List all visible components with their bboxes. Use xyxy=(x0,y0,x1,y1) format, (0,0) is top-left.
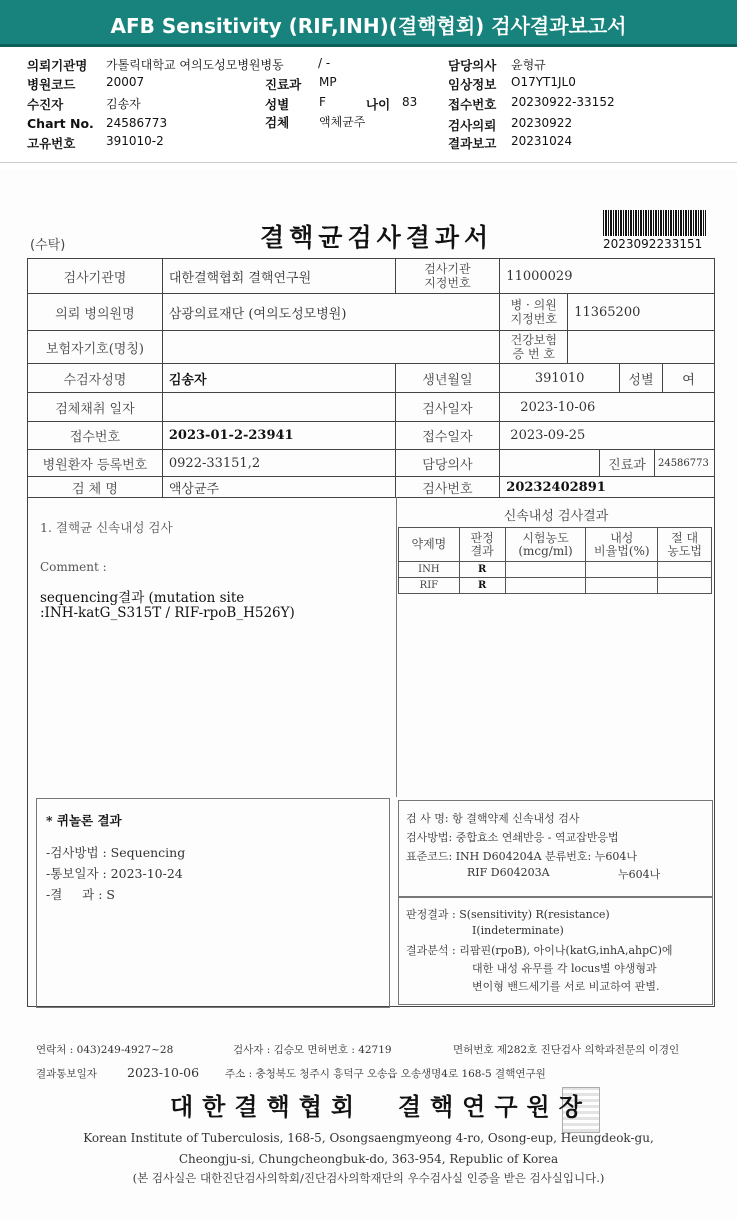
cell-label: 의뢰 병의원명 xyxy=(28,294,163,331)
col-header: 비율법(%) xyxy=(594,543,650,558)
judgement-line: 대한 내성 유무를 각 locus별 야생형과 xyxy=(472,962,657,975)
patient: 김송자 xyxy=(106,97,141,111)
notify-date: 2023-10-06 xyxy=(127,1065,200,1080)
drug-name: RIF xyxy=(399,578,460,594)
license: 면허번호 제282호 진단검사 의학과전문의 이경인 xyxy=(453,1044,680,1056)
issuer-name: 대한결핵협회 결핵연구원장 xyxy=(170,1092,591,1121)
address-en: Korean Institute of Tuberculosis, 168-5, Osongsaengmyeong 4-ro, Osong-eup, Heungdeok-gu, xyxy=(83,1131,654,1145)
age: 83 xyxy=(402,95,418,109)
divider xyxy=(0,162,737,163)
cell-label: 검사기관 xyxy=(424,262,471,276)
result-value: R xyxy=(459,578,505,594)
report-date: 20231024 xyxy=(511,134,573,148)
cell-value: 11365200 xyxy=(568,294,715,331)
method-line: RIF D604203A xyxy=(467,866,550,879)
contact: 연락처 : 043)249-4927~28 xyxy=(36,1044,174,1056)
section-heading: 1. 결핵균 신속내성 검사 xyxy=(40,520,173,535)
cell-label: 지정번호 xyxy=(510,312,557,326)
cell-label: 지정번호 xyxy=(424,276,471,290)
cell-value: 대한결핵협회 결핵연구원 xyxy=(162,259,395,294)
recv-no: 20230922-33152 xyxy=(511,95,615,109)
result-value: R xyxy=(459,562,505,578)
table-row xyxy=(399,562,712,578)
cell-value: 20232402891 xyxy=(500,477,715,498)
label: 접수번호 xyxy=(448,97,497,112)
patient-table xyxy=(27,258,715,498)
judgement-line: 판정결과 : S(sensitivity) R(resistance) xyxy=(406,908,610,921)
col-header: 내성 xyxy=(610,530,634,545)
col-header: 판정 xyxy=(470,530,494,545)
cell-label: 증 번 호 xyxy=(512,347,555,361)
address: 주소 : 충청북도 청주시 흥덕구 오송읍 오송생명4로 168-5 결핵연구원 xyxy=(225,1068,546,1080)
cell-label: 검사번호 xyxy=(395,477,500,498)
cell-value xyxy=(568,331,715,364)
cell-value: 391010 xyxy=(500,364,620,393)
cell-value: 삼광의료재단 (여의도성모병원) xyxy=(162,294,499,331)
cell-label: 수검자성명 xyxy=(28,364,163,393)
cell-value: 2023-01-2-23941 xyxy=(162,422,395,450)
cell-value: 2023-10-06 xyxy=(500,393,715,422)
label: 검체 xyxy=(265,115,290,130)
divider xyxy=(396,497,397,797)
doc-subtitle: (수탁) xyxy=(30,238,66,253)
method-line: 누604나 xyxy=(618,868,661,881)
label: 검사의뢰 xyxy=(448,118,497,133)
uid: 391010-2 xyxy=(106,134,164,148)
label: 임상정보 xyxy=(448,77,497,92)
label: 고유번호 xyxy=(27,136,76,151)
label: 담당의사 xyxy=(448,58,497,73)
table-row xyxy=(399,578,712,594)
cell-label: 성별 xyxy=(620,364,663,393)
method-line: 표준코드: INH D604204A 분류번호: 누604나 xyxy=(406,850,637,863)
ward: / - xyxy=(318,56,331,70)
label: Chart No. xyxy=(27,116,94,131)
cell-label: 보험자기호(명칭) xyxy=(28,331,163,364)
cell-label: 담당의사 xyxy=(395,450,500,477)
doc-title: 결핵균검사결과서 xyxy=(260,223,494,252)
quinolone-line: -통보일자 : 2023-10-24 xyxy=(46,866,183,881)
specimen: 액체균주 xyxy=(319,115,366,129)
report-title-bar: AFB Sensitivity (RIF,INH)(결핵협회) 검사결과보고서 xyxy=(0,0,737,47)
cell-label: 생년월일 xyxy=(395,364,500,393)
cell-label: 병원환자 등록번호 xyxy=(28,450,163,477)
quinolone-line: -검사방법 : Sequencing xyxy=(46,845,186,860)
cell-label: 접수번호 xyxy=(28,422,163,450)
label: 결과보고 xyxy=(448,136,497,151)
cell-value xyxy=(162,393,395,422)
cell-label: 병 · 의원 xyxy=(510,298,557,312)
col-header: 약제명 xyxy=(399,528,460,562)
cell-label: 건강보험 xyxy=(510,333,557,347)
chart-no: 24586773 xyxy=(106,116,168,130)
sex: F xyxy=(319,95,326,109)
label: 수진자 xyxy=(27,97,64,112)
quinolone-box xyxy=(36,798,390,1008)
drug-name: INH xyxy=(399,562,460,578)
cell-label: 검 체 명 xyxy=(28,477,163,498)
col-header: (mcg/ml) xyxy=(518,543,573,558)
cell-label: 검사기관명 xyxy=(28,259,163,294)
cell-value: 김송자 xyxy=(162,364,395,393)
cell-value: 24586773 xyxy=(654,450,714,477)
label: 성별 xyxy=(265,97,290,112)
label: 병원코드 xyxy=(27,77,76,92)
dept: MP xyxy=(319,75,337,89)
cell-value: 2023-09-25 xyxy=(500,422,715,450)
method-line: 검사방법: 중합효소 연쇄반응 - 역교잡반응법 xyxy=(406,831,619,844)
barcode xyxy=(603,210,706,236)
sensitivity-table xyxy=(398,527,712,594)
req-org: 가톨릭대학교 여의도성모병원병동 xyxy=(106,58,284,72)
doctor: 윤형규 xyxy=(511,58,546,72)
judgement-line: 변이형 밴드세기를 서로 비교하여 판별. xyxy=(472,980,660,993)
cell-value: 0922-33151,2 xyxy=(162,450,395,477)
clinical: O17YT1JL0 xyxy=(511,75,576,89)
comment-label: Comment : xyxy=(40,560,107,574)
judgement-line: 결과분석 : 리팜핀(rpoB), 아이나(katG,inhA,ahpC)에 xyxy=(406,944,673,957)
barcode-number: 2023092233151 xyxy=(603,237,703,251)
cell-value xyxy=(500,450,600,477)
cell-value xyxy=(162,331,499,364)
result-table-title: 신속내성 검사결과 xyxy=(503,509,609,524)
hosp-code: 20007 xyxy=(106,75,145,89)
cell-label: 검체채취 일자 xyxy=(28,393,163,422)
col-header: 농도법 xyxy=(667,543,702,558)
method-line: 검 사 명: 항 결핵약제 신속내성 검사 xyxy=(406,812,580,825)
address-en: Cheongju-si, Chungcheongbuk-do, 363-954, Republic of Korea xyxy=(178,1152,559,1166)
quinolone-title: * 퀴놀론 결과 xyxy=(46,813,122,828)
label: 진료과 xyxy=(265,77,302,92)
quinolone-line: -결 과 : S xyxy=(46,887,115,902)
notify-label: 결과통보일자 xyxy=(36,1068,97,1080)
label: 나이 xyxy=(366,97,391,112)
col-header: 시험농도 xyxy=(522,530,569,545)
cell-value: 11000029 xyxy=(500,259,715,294)
cell-label: 검사일자 xyxy=(395,393,500,422)
label: 의뢰기관명 xyxy=(27,58,88,73)
comment-line: sequencing결과 (mutation site xyxy=(40,590,245,606)
col-header: 결과 xyxy=(470,543,494,558)
cell-value: 여 xyxy=(662,364,714,393)
certification-note: (본 검사실은 대한진단검사의학회/진단검사의학재단의 우수검사실 인증을 받은 검사실입니다.) xyxy=(132,1171,605,1185)
judgement-line: I(indeterminate) xyxy=(472,924,564,937)
cell-label: 진료과 xyxy=(600,450,655,477)
comment-line: :INH-katG_S315T / RIF-rpoB_H526Y) xyxy=(40,605,295,621)
req-date: 20230922 xyxy=(511,116,573,130)
col-header: 절 대 xyxy=(671,530,699,545)
tester: 검사자 : 김승모 면허번호 : 42719 xyxy=(233,1044,392,1056)
cell-label: 접수일자 xyxy=(395,422,500,450)
cell-value: 액상균주 xyxy=(162,477,395,498)
